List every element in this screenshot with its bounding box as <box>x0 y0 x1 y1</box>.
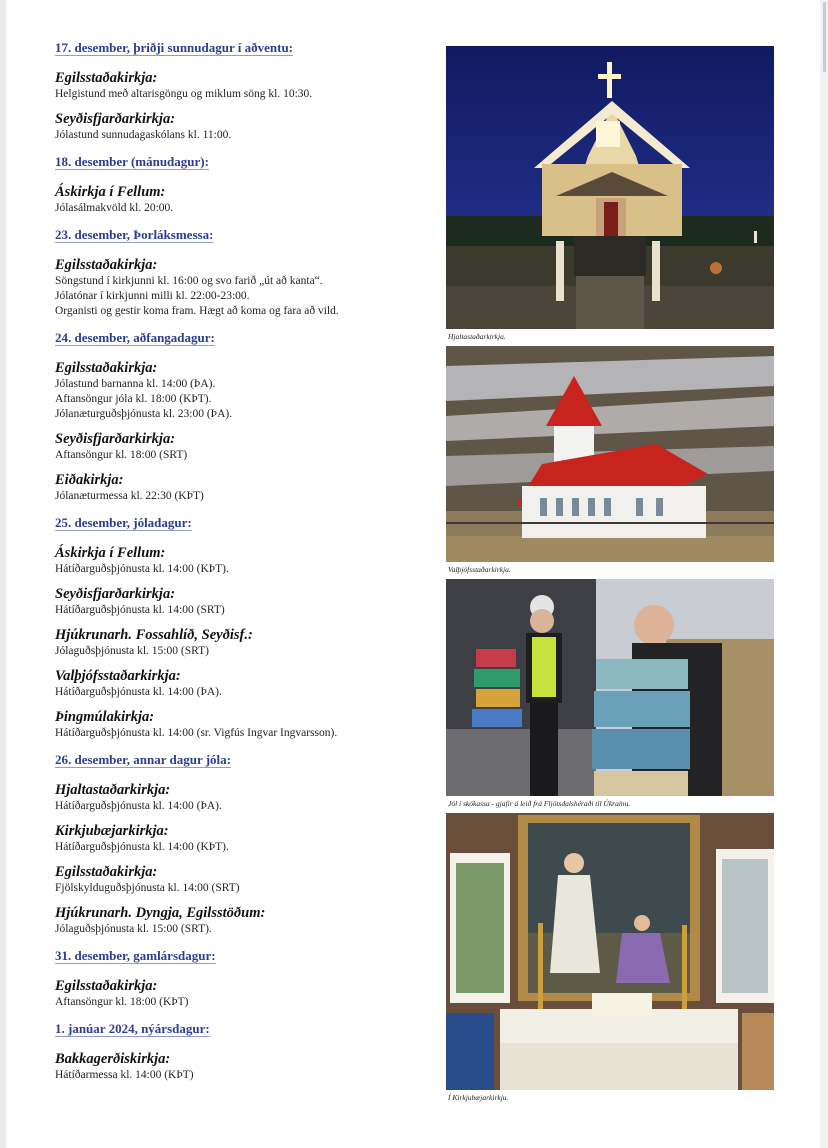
service-detail: Fjölskylduguðsþjónusta kl. 14:00 (SRT) <box>55 882 240 894</box>
service-detail: Hátíðarguðsþjónusta kl. 14:00 (SRT) <box>55 604 225 616</box>
church-name: Áskirkja í Fellum: <box>55 545 166 561</box>
service-entry <box>55 782 435 814</box>
service-entry <box>55 1051 435 1083</box>
church-name: Egilsstaðakirkja: <box>55 70 158 86</box>
church-name: Egilsstaðakirkja: <box>55 360 158 376</box>
scrollbar-thumb[interactable] <box>823 2 826 72</box>
service-detail: Jólaguðsþjónusta kl. 15:00 (SRT) <box>55 645 209 657</box>
church-name: Seyðisfjarðarkirkja: <box>55 431 176 447</box>
photo-column <box>446 46 774 1107</box>
photo-gift-boxes <box>446 579 774 796</box>
service-entry <box>55 257 435 319</box>
service-detail: Jólanæturguðsþjónusta kl. 23:00 (ÞA). <box>55 408 233 420</box>
service-detail: Söngstund í kirkjunni kl. 16:00 og svo farið „út að kanta“. <box>55 275 323 287</box>
church-name: Þingmúlakirkja: <box>55 709 155 725</box>
photo-night-church <box>446 46 774 329</box>
service-detail: Jólanæturmessa kl. 22:30 (KÞT) <box>55 490 204 502</box>
church-name: Valþjófsstaðarkirkja: <box>55 668 181 684</box>
service-entry <box>55 905 435 937</box>
date-heading: 23. desember, Þorláksmessa: <box>55 227 214 242</box>
service-detail: Jólasálmakvöld kl. 20:00. <box>55 202 174 214</box>
church-name: Eiðakirkja: <box>55 472 124 488</box>
service-detail: Organisti og gestir koma fram. Hægt að koma og fara að vild. <box>55 305 339 317</box>
service-entry <box>55 627 435 659</box>
service-detail: Helgistund með altarisgöngu og miklum söng kl. 10:30. <box>55 88 313 100</box>
date-heading: 31. desember, gamlársdagur: <box>55 948 216 963</box>
service-entry <box>55 586 435 618</box>
date-heading: 1. janúar 2024, nýársdagur: <box>55 1021 210 1036</box>
service-entry <box>55 184 435 216</box>
service-detail: Jólastund barnanna kl. 14:00 (ÞA). <box>55 378 216 390</box>
service-entry <box>55 360 435 422</box>
document-page <box>6 0 820 1148</box>
service-detail: Aftansöngur jóla kl. 18:00 (KÞT). <box>55 393 212 405</box>
church-name: Hjúkrunarh. Dyngja, Egilsstöðum: <box>55 905 266 921</box>
service-detail: Aftansöngur kl. 18:00 (SRT) <box>55 449 188 461</box>
photo-caption: Jól í skókassa - gjafir á leið frá Fljótsdalshéraði til Úkraínu. <box>448 799 631 808</box>
church-name: Seyðisfjarðarkirkja: <box>55 111 176 127</box>
service-entry <box>55 431 435 463</box>
service-detail: Jólastund sunnudagaskólans kl. 11:00. <box>55 129 232 141</box>
service-detail: Hátíðarguðsþjónusta kl. 14:00 (sr. Vigfús Ingvar Ingvarsson). <box>55 727 338 739</box>
service-detail: Hátíðarguðsþjónusta kl. 14:00 (ÞA). <box>55 800 222 812</box>
service-entry <box>55 978 435 1010</box>
date-heading: 18. desember (mánudagur): <box>55 154 209 169</box>
service-entry <box>55 472 435 504</box>
service-entry <box>55 823 435 855</box>
service-detail: Jólatónar í kirkjunni milli kl. 22:00-23:00. <box>55 290 250 302</box>
church-name: Egilsstaðakirkja: <box>55 864 158 880</box>
service-entry <box>55 709 435 741</box>
church-name: Bakkagerðiskirkja: <box>55 1051 171 1067</box>
service-detail: Hátíðarguðsþjónusta kl. 14:00 (ÞA). <box>55 686 222 698</box>
service-entry <box>55 864 435 896</box>
photo-caption: Í Kirkjubæjarkirkju. <box>448 1093 509 1102</box>
photo-red-roof-church <box>446 346 774 562</box>
service-detail: Hátíðarmessa kl. 14:00 (KÞT) <box>55 1069 194 1081</box>
service-detail: Aftansöngur kl. 18:00 (KÞT) <box>55 996 189 1008</box>
service-entry <box>55 70 435 102</box>
service-detail: Hátíðarguðsþjónusta kl. 14:00 (KÞT). <box>55 841 229 853</box>
service-entry <box>55 668 435 700</box>
church-name: Áskirkja í Fellum: <box>55 184 166 200</box>
date-heading: 17. desember, þriðji sunnudagur í aðventu: <box>55 40 294 55</box>
scrollbar[interactable] <box>820 0 828 1148</box>
photo-caption: Hjaltastaðarkirkja. <box>448 332 506 341</box>
service-entry <box>55 111 435 143</box>
date-heading: 25. desember, jóladagur: <box>55 515 192 530</box>
church-name: Egilsstaðakirkja: <box>55 257 158 273</box>
church-name: Hjaltastaðarkirkja: <box>55 782 171 798</box>
schedule-column <box>55 38 435 1092</box>
church-name: Kirkjubæjarkirkja: <box>55 823 169 839</box>
church-name: Hjúkrunarh. Fossahlíð, Seyðisf.: <box>55 627 253 643</box>
photo-altar-painting <box>446 813 774 1090</box>
church-name: Egilsstaðakirkja: <box>55 978 158 994</box>
service-detail: Hátíðarguðsþjónusta kl. 14:00 (KÞT). <box>55 563 229 575</box>
service-detail: Jólaguðsþjónusta kl. 15:00 (SRT). <box>55 923 212 935</box>
photo-caption: Valþjófsstaðarkirkja. <box>448 565 511 574</box>
date-heading: 24. desember, aðfangadagur: <box>55 330 215 345</box>
date-heading: 26. desember, annar dagur jóla: <box>55 752 231 767</box>
church-name: Seyðisfjarðarkirkja: <box>55 586 176 602</box>
service-entry <box>55 545 435 577</box>
